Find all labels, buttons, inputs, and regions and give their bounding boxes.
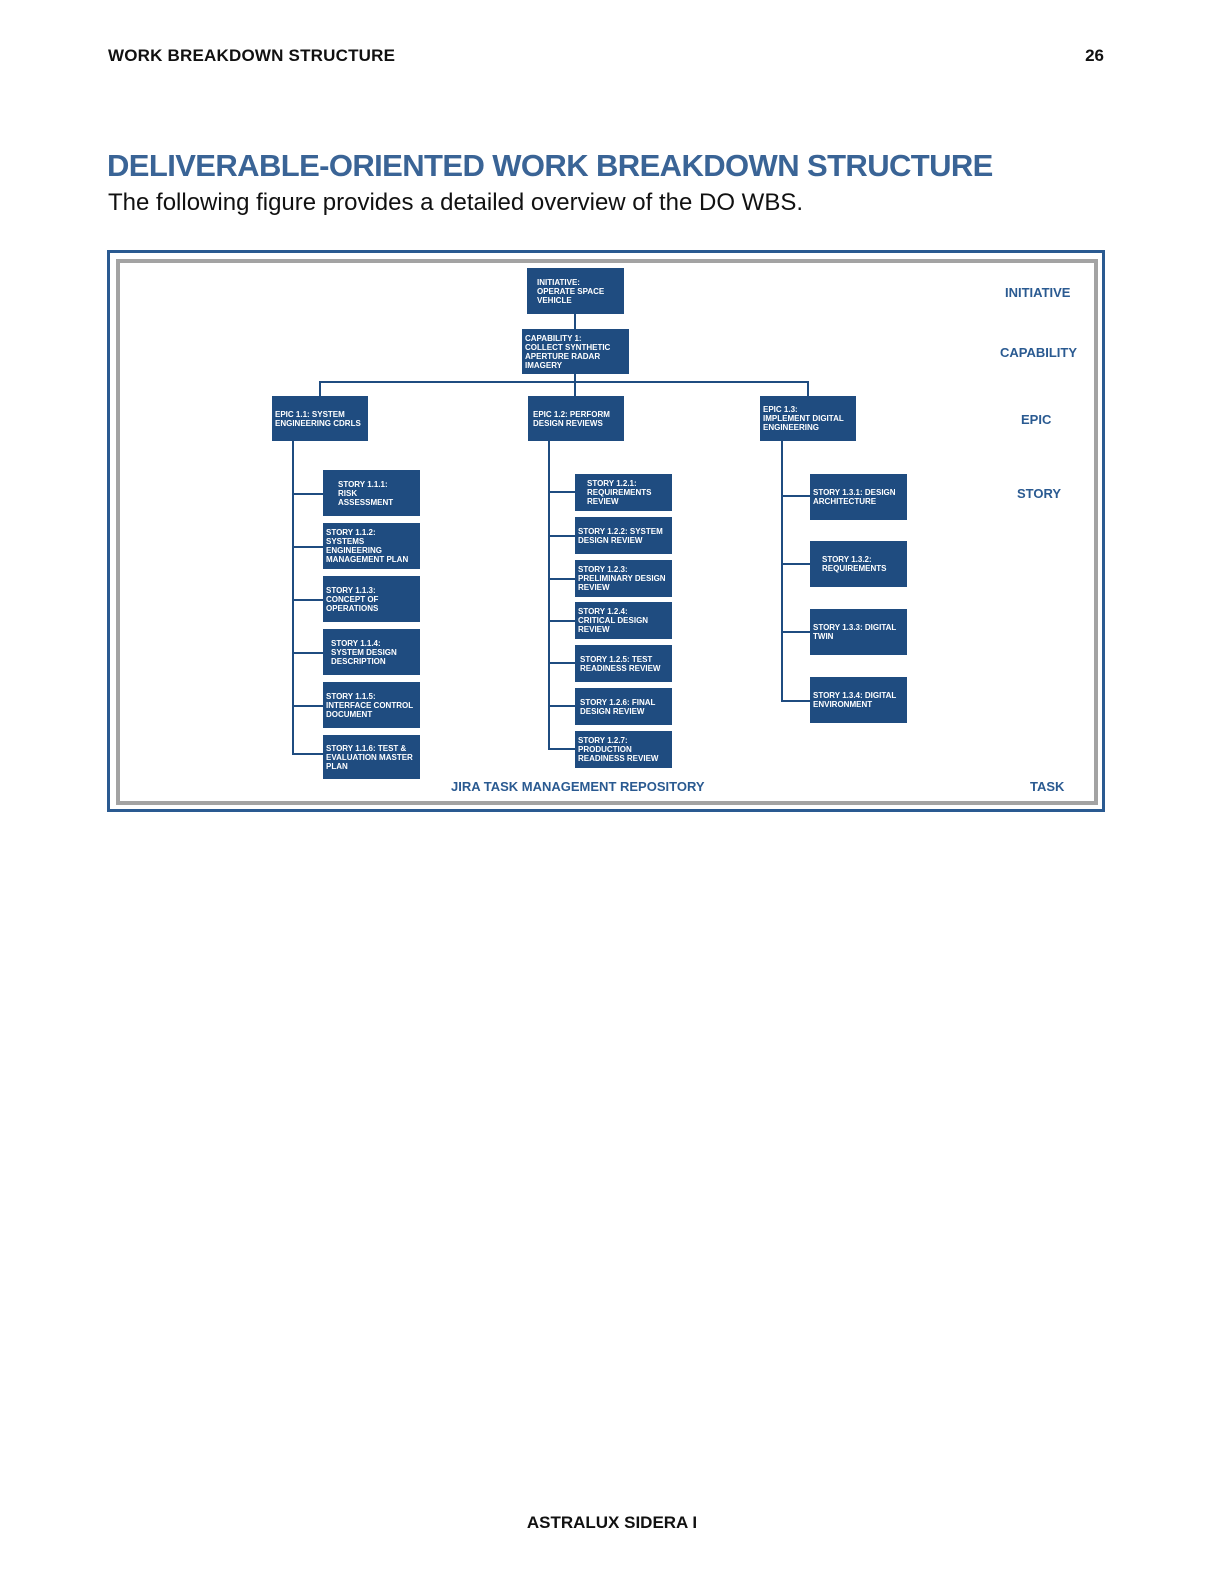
story-node: STORY 1.2.7: PRODUCTION READINESS REVIEW <box>575 731 672 768</box>
connector <box>292 599 324 601</box>
connector <box>548 705 576 707</box>
story-node: STORY 1.1.4: SYSTEM DESIGN DESCRIPTION <box>323 629 420 675</box>
connector <box>292 493 324 495</box>
intro-paragraph: The following figure provides a detailed overview of the DO WBS. <box>108 189 804 216</box>
story-node: STORY 1.1.3: CONCEPT OF OPERATIONS <box>323 576 420 622</box>
connector <box>781 563 811 565</box>
level-label-task: TASK <box>1030 779 1065 794</box>
repository-label: JIRA TASK MANAGEMENT REPOSITORY <box>451 779 705 794</box>
connector <box>574 381 576 397</box>
connector <box>548 620 576 622</box>
epic-node: EPIC 1.2: PERFORM DESIGN REVIEWS <box>528 396 624 441</box>
level-label-epic: EPIC <box>1021 412 1052 427</box>
connector <box>781 440 783 702</box>
connector <box>548 662 576 664</box>
connector <box>548 440 550 750</box>
connector <box>292 546 324 548</box>
story-node: STORY 1.1.2: SYSTEMS ENGINEERING MANAGEMENT PLAN <box>323 523 420 569</box>
connector <box>574 313 576 329</box>
initiative-node: INITIATIVE: OPERATE SPACE VEHICLE <box>527 268 624 314</box>
story-node: STORY 1.2.1: REQUIREMENTS REVIEW <box>575 474 672 511</box>
story-node: STORY 1.2.5: TEST READINESS REVIEW <box>575 645 672 682</box>
connector <box>319 381 321 397</box>
connector <box>292 652 324 654</box>
connector <box>292 705 324 707</box>
connector <box>292 753 324 755</box>
story-node: STORY 1.1.1: RISK ASSESSMENT <box>323 470 420 516</box>
story-node: STORY 1.2.4: CRITICAL DESIGN REVIEW <box>575 602 672 639</box>
connector <box>548 748 576 750</box>
story-node: STORY 1.3.2: REQUIREMENTS <box>810 541 907 587</box>
story-node: STORY 1.3.4: DIGITAL ENVIRONMENT <box>810 677 907 723</box>
story-node: STORY 1.3.3: DIGITAL TWIN <box>810 609 907 655</box>
connector <box>548 491 576 493</box>
level-label-capability: CAPABILITY <box>1000 345 1078 360</box>
capability-node: CAPABILITY 1: COLLECT SYNTHETIC APERTURE RADAR IMAGERY <box>522 329 629 374</box>
epic-node: EPIC 1.3: IMPLEMENT DIGITAL ENGINEERING <box>760 396 856 441</box>
wbs-figure <box>107 250 1105 812</box>
story-node: STORY 1.3.1: DESIGN ARCHITECTURE <box>810 474 907 520</box>
page-number: 26 <box>1085 46 1104 65</box>
document-footer: ASTRALUX SIDERA I <box>526 1513 698 1532</box>
level-label-initiative: INITIATIVE <box>1005 285 1071 300</box>
connector <box>548 535 576 537</box>
story-node: STORY 1.2.6: FINAL DESIGN REVIEW <box>575 688 672 725</box>
connector <box>319 381 809 383</box>
connector <box>781 495 811 497</box>
story-node: STORY 1.2.3: PRELIMINARY DESIGN REVIEW <box>575 560 672 597</box>
connector <box>548 578 576 580</box>
connector <box>807 381 809 397</box>
story-node: STORY 1.2.2: SYSTEM DESIGN REVIEW <box>575 517 672 554</box>
running-header-section: WORK BREAKDOWN STRUCTURE <box>108 46 396 65</box>
story-node: STORY 1.1.6: TEST & EVALUATION MASTER PLAN <box>323 735 420 779</box>
connector <box>781 700 811 702</box>
connector <box>781 631 811 633</box>
page-title: DELIVERABLE-ORIENTED WORK BREAKDOWN STRUCTURE <box>107 148 993 183</box>
level-label-story: STORY <box>1017 486 1062 501</box>
story-node: STORY 1.1.5: INTERFACE CONTROL DOCUMENT <box>323 682 420 728</box>
epic-node: EPIC 1.1: SYSTEM ENGINEERING CDRLS <box>272 396 368 441</box>
connector <box>292 440 294 755</box>
